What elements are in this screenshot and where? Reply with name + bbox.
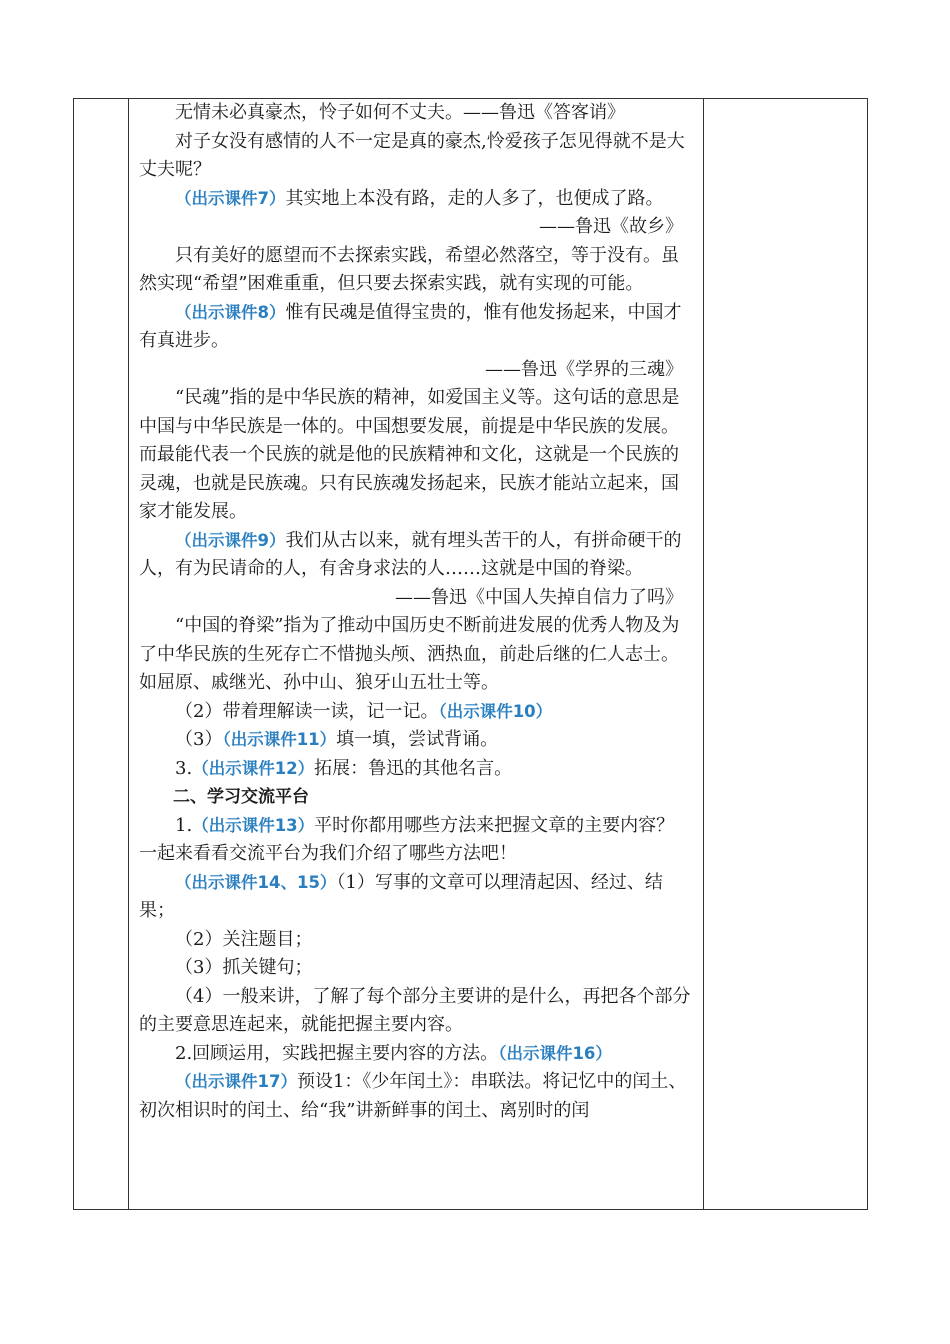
paragraph-step-3 <box>139 726 691 755</box>
paragraph-text: （2）关注题目； <box>175 928 313 950</box>
paragraph-explain-1 <box>139 128 691 185</box>
courseware-tag: （出示课件11） <box>222 730 337 749</box>
paragraph-text: 填一填，尝试背诵。 <box>336 729 499 750</box>
paragraph-q-1 <box>139 812 691 869</box>
paragraph-text: “民魂”指的是中华民族的精神，如爱国主义等。这句话的意思是中国与中华民族是一体的。中国想要发展，前提是中华民族的发展。而最能代表一个民族的就是他的民族精神和文化，这就是一个民族的灵魂，也就是民族魂。只有民族魂发扬起来，民族才能站立起来，国家才能发展。 <box>139 387 680 522</box>
courseware-tag: （出示课件17） <box>175 1072 297 1091</box>
paragraph-text: （1）写事的文章可以理清起因、经过、结果； <box>139 871 663 921</box>
courseware-tag: （出示课件9） <box>175 530 286 550</box>
paragraph-text: （2）带着理解读一读，记一记。 <box>175 700 439 722</box>
paragraph-explain-3 <box>139 384 691 527</box>
paragraph-explain-2 <box>139 242 691 299</box>
paragraph-text: 只有美好的愿望而不去探索实践，希望必然落空，等于没有。虽然实现“希望”困难重重，但只要去探索实践，就有实现的可能。 <box>139 244 679 294</box>
courseware-tag: （出示课件12） <box>192 758 315 778</box>
paragraph-m-1 <box>139 869 691 926</box>
content-cell <box>129 99 704 1210</box>
paragraph-step-2 <box>139 698 691 727</box>
paragraph-m-4 <box>139 983 691 1040</box>
paragraph-text: （3）抓关键句； <box>175 957 313 978</box>
paragraph-text: ——鲁迅《学界的三魂》 <box>485 358 683 380</box>
paragraph-source-4 <box>139 584 691 613</box>
paragraph-text: 其实地上本没有路，走的人多了，也便成了路。 <box>285 187 664 209</box>
right-notes-cell <box>704 99 868 1210</box>
courseware-tag: （出示课件14、15） <box>175 872 337 892</box>
paragraph-text: ——鲁迅《中国人失掉自信力了吗》 <box>395 586 683 608</box>
paragraph-explain-4 <box>139 612 691 698</box>
paragraph-text: 无情未必真豪杰，怜子如何不丈夫。——鲁迅《答客诮》 <box>175 102 625 123</box>
paragraph-text: 平时你都用哪些方法来把握文章的主要内容？一起来看看交流平台为我们介绍了哪些方法吧！ <box>139 814 675 864</box>
paragraph-text: 预设1：《少年闰土》：串联法。将记忆中的闰土、初次相识时的闰土、给“我”讲新鲜事的闰土、离别时的闰 <box>139 1071 687 1121</box>
courseware-tag: （出示课件10） <box>438 701 553 721</box>
paragraph-text: 惟有民魂是值得宝贵的，惟有他发扬起来，中国才有真进步。 <box>139 301 682 351</box>
paragraph-quote-2 <box>139 185 691 214</box>
paragraph-m-2 <box>139 926 691 955</box>
paragraph-source-2 <box>139 213 691 242</box>
paragraph-prefix: 1. <box>175 814 193 836</box>
paragraph-prefix: （3） <box>175 729 223 750</box>
paragraph-text: 拓展：鲁迅的其他名言。 <box>314 757 513 779</box>
paragraph-quote-3 <box>139 299 691 356</box>
courseware-tag: （出示课件7） <box>175 188 286 208</box>
left-margin-cell <box>74 99 129 1210</box>
courseware-tag: （出示课件16） <box>498 1043 612 1063</box>
paragraph-q-2 <box>139 1040 691 1069</box>
courseware-tag: （出示课件13） <box>192 815 315 835</box>
paragraph-heading-2 <box>139 783 691 812</box>
paragraph-q-3 <box>139 1068 691 1125</box>
paragraph-quote-4 <box>139 527 691 584</box>
paragraph-text: “中国的脊梁”指为了推动中国历史不断前进发展的优秀人物及为了中华民族的生死存亡不惜抛头颅、洒热血，前赴后继的仁人志士。如屈原、戚继光、孙中山、狼牙山五壮士等。 <box>139 615 680 693</box>
paragraph-text: 二、学习交流平台 <box>173 787 309 807</box>
paragraph-prefix: 3. <box>175 757 193 779</box>
paragraph-source-3 <box>139 356 691 385</box>
paragraph-m-3 <box>139 954 691 983</box>
lesson-content <box>129 99 703 1125</box>
paragraph-text: （4）一般来讲，了解了每个部分主要讲的是什么，再把各个部分的主要意思连起来，就能把握主要内容。 <box>139 985 691 1035</box>
paragraph-text: 我们从古以来，就有埋头苦干的人，有拼命硬干的人，有为民请命的人，有舍身求法的人……这就是中国的脊梁。 <box>139 529 682 579</box>
lesson-plan-table <box>73 98 868 1210</box>
paragraph-text: 对子女没有感情的人不一定是真的豪杰,怜爱孩子怎见得就不是大丈夫呢？ <box>139 130 685 180</box>
paragraph-step-3b <box>139 755 691 784</box>
paragraph-quote-1 <box>139 99 691 128</box>
paragraph-text: ——鲁迅《故乡》 <box>539 216 683 237</box>
paragraph-text: 2.回顾运用，实践把握主要内容的方法。 <box>175 1042 499 1064</box>
courseware-tag: （出示课件8） <box>175 302 286 322</box>
